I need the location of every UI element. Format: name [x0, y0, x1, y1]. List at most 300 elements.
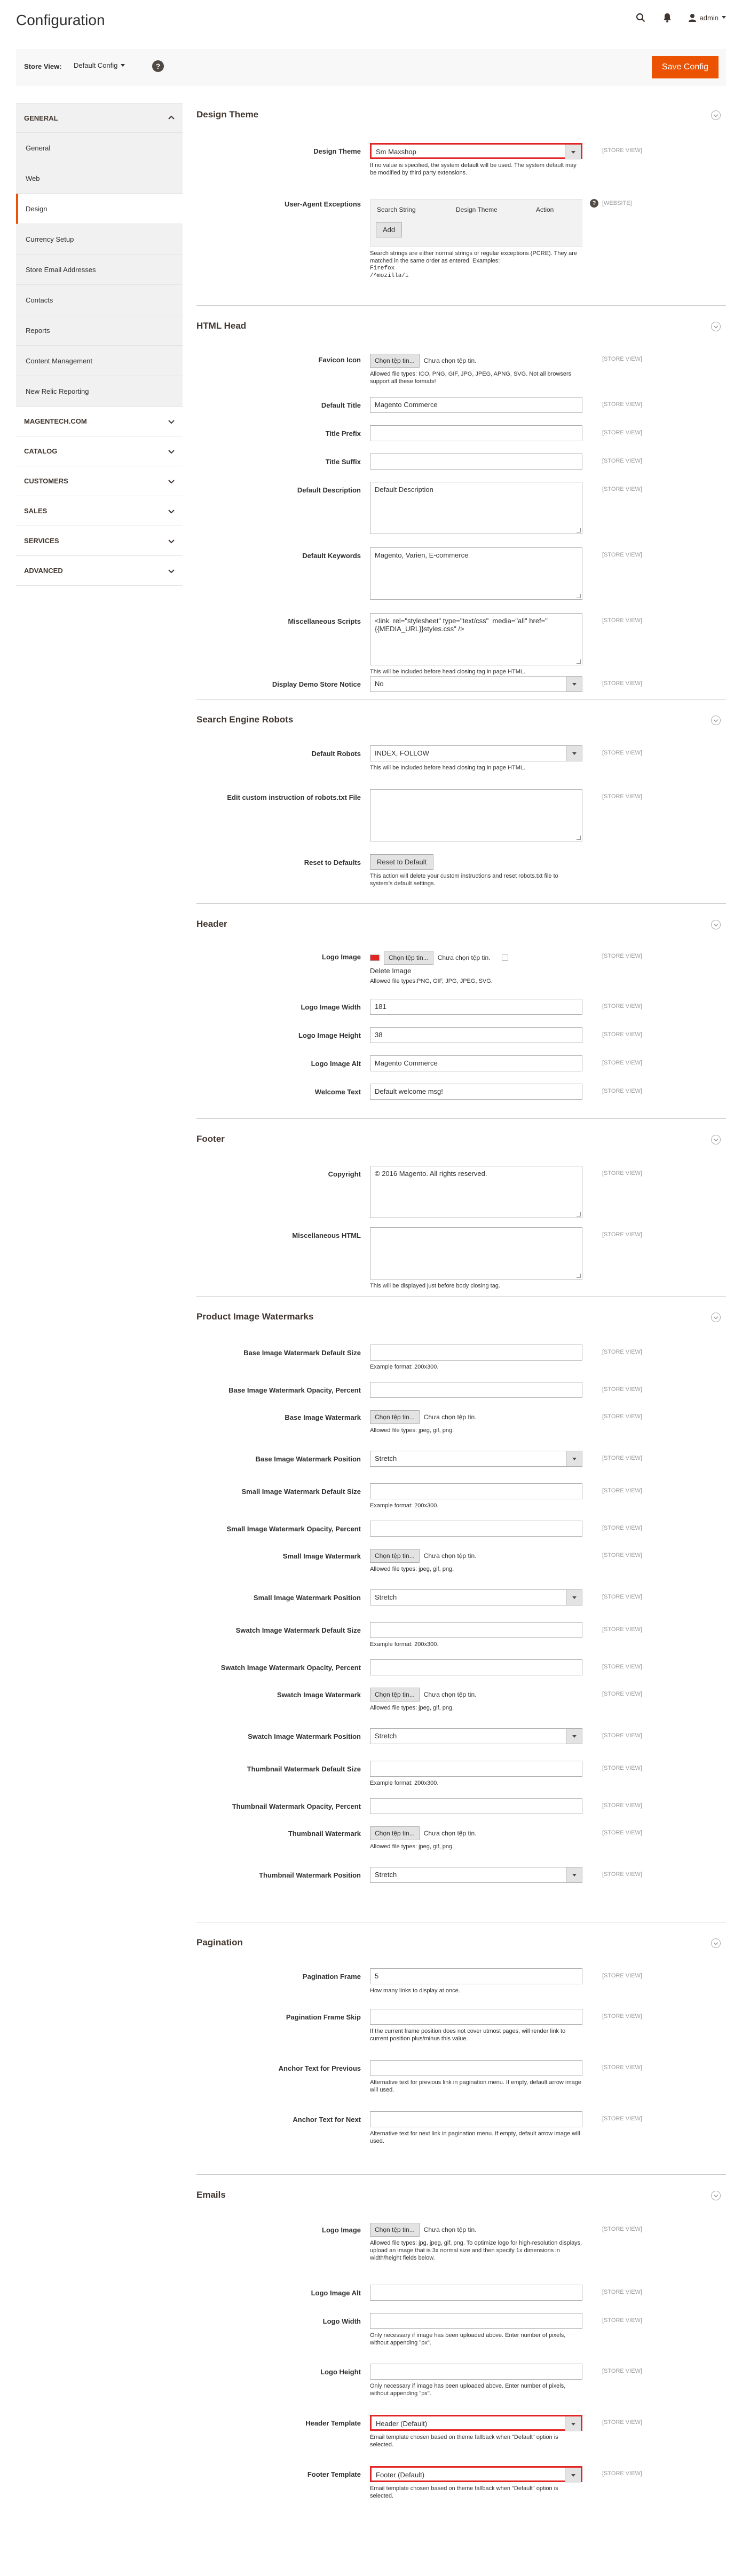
- swatch-wm-size-input[interactable]: [370, 1622, 582, 1638]
- chevron-down-icon: [168, 478, 175, 484]
- header-template-select[interactable]: [370, 2415, 582, 2431]
- field-label: Thumbnail Watermark: [288, 1830, 361, 1838]
- field-label: Favicon Icon: [318, 356, 361, 364]
- field-control: [370, 2223, 582, 2262]
- chevron-down-icon: [168, 508, 175, 514]
- field-note: Example format: 200x300.: [370, 1780, 439, 1786]
- field-note: Allowed file types: ICO, PNG, GIF, JPG, JPEG, APNG, SVG. Not all browsers support all these formats!: [370, 371, 572, 385]
- field-control: [370, 1084, 582, 1100]
- file-status: Chưa chọn tệp tin.: [423, 357, 477, 364]
- scope-label: [STORE VIEW]: [602, 1626, 642, 1633]
- page-title: Configuration: [16, 12, 105, 28]
- field-note: Alternative text for previous link in pagination menu. If empty, default arrow image will used.: [370, 2079, 581, 2093]
- select-value: Sm Maxshop: [376, 148, 416, 156]
- field-note: Example format: 200x300.: [370, 1502, 439, 1509]
- field-control: [370, 999, 582, 1015]
- swatch-wm-opacity-input[interactable]: [370, 1659, 582, 1675]
- field-note: If the current frame position does not cover utmost pages, will render link to current position plus/minus this value.: [370, 2028, 566, 2042]
- select-value: Stretch: [375, 1593, 397, 1601]
- field-note: Allowed file types:PNG, GIF, JPG, JPEG, SVG.: [370, 978, 493, 984]
- field-control: [370, 1055, 582, 1071]
- scope-label: [STORE VIEW]: [602, 1455, 642, 1461]
- field-note: Email template chosen based on theme fallback when "Default" option is selected.: [370, 2485, 558, 2499]
- thumb-wm-opacity-input[interactable]: [370, 1798, 582, 1814]
- scope-label: [STORE VIEW]: [602, 2470, 642, 2477]
- scope-label: [STORE VIEW]: [602, 2368, 642, 2374]
- field-control: [370, 2009, 582, 2042]
- table-header: Action: [536, 206, 554, 213]
- sidebar-group-label: ADVANCED: [24, 567, 63, 575]
- anchor-previous-input[interactable]: [370, 2060, 582, 2076]
- section-toggle-icon[interactable]: [711, 1938, 721, 1948]
- field-control: [370, 2285, 582, 2301]
- title-suffix-input[interactable]: [370, 454, 582, 470]
- section-toggle-icon[interactable]: [711, 110, 721, 120]
- scope-label: [STORE VIEW]: [602, 1973, 642, 1979]
- sidebar-item-store-email-addresses[interactable]: Store Email Addresses: [16, 255, 183, 285]
- misc-html-textarea[interactable]: [370, 1227, 582, 1279]
- scope-label: [STORE VIEW]: [602, 1231, 642, 1238]
- file-status: Chưa chọn tệp tin.: [423, 2226, 477, 2233]
- section-pagination: [196, 1937, 726, 2175]
- scope-label: [STORE VIEW]: [602, 1349, 642, 1355]
- scope-label: [STORE VIEW]: [602, 486, 642, 492]
- choose-file-button[interactable]: Chọn tệp tin...: [370, 1688, 420, 1702]
- chevron-down-icon: [168, 568, 175, 574]
- field-label: Miscellaneous Scripts: [288, 617, 361, 625]
- field-note: How many links to display at once.: [370, 1987, 460, 1994]
- email-logo-height-input[interactable]: [370, 2364, 582, 2380]
- field-control: [370, 199, 596, 280]
- scope-label: [STORE VIEW]: [602, 1871, 642, 1878]
- field-control: [370, 1410, 582, 1434]
- field-control: [370, 2111, 582, 2145]
- section-toggle-icon[interactable]: [711, 322, 721, 331]
- scope-label: [STORE VIEW]: [602, 1031, 642, 1038]
- field-label: Title Prefix: [325, 430, 361, 438]
- logo-height-input[interactable]: 38: [370, 1027, 582, 1043]
- section-html-head: [196, 321, 726, 699]
- sidebar-group-customers[interactable]: [16, 466, 183, 496]
- dropdown-arrow-icon: [566, 1729, 582, 1744]
- section-toggle-icon[interactable]: [711, 1313, 721, 1322]
- sidebar-item-general[interactable]: General: [16, 133, 183, 163]
- help-icon[interactable]: ?: [590, 199, 598, 208]
- field-label: Thumbnail Watermark Default Size: [247, 1765, 361, 1773]
- welcome-text-input[interactable]: Default welcome msg!: [370, 1084, 582, 1100]
- design-theme-select[interactable]: [370, 143, 582, 159]
- field-label: Welcome Text: [314, 1088, 361, 1096]
- field-control: [370, 789, 582, 841]
- field-control: [370, 951, 582, 985]
- sidebar-item-contacts[interactable]: Contacts: [16, 285, 183, 315]
- small-wm-opacity-input[interactable]: [370, 1521, 582, 1537]
- scope-label: [STORE VIEW]: [602, 356, 642, 362]
- select-value: INDEX, FOLLOW: [375, 749, 429, 757]
- title-prefix-input[interactable]: [370, 425, 582, 441]
- add-exception-button[interactable]: Add: [376, 222, 402, 237]
- field-label: Logo Height: [320, 2368, 361, 2376]
- field-label: Design Theme: [313, 147, 361, 155]
- field-control: [370, 745, 582, 772]
- field-label: Thumbnail Watermark Opacity, Percent: [232, 1802, 361, 1810]
- dropdown-arrow-icon: [565, 145, 581, 160]
- field-note: Only necessary if image has been uploaded above. Enter number of pixels, without appending "px".: [370, 2332, 566, 2346]
- field-control: [370, 1549, 582, 1573]
- store-view-label: Store View:: [24, 62, 62, 70]
- file-status: Chưa chọn tệp tin.: [423, 1413, 477, 1421]
- dropdown-arrow-icon: [566, 677, 582, 691]
- scope-label: [STORE VIEW]: [602, 1691, 642, 1697]
- section-emails: [196, 2190, 726, 2510]
- config-main: [196, 103, 726, 2510]
- scope-label: [STORE VIEW]: [602, 2419, 642, 2426]
- scope-label: [STORE VIEW]: [602, 2064, 642, 2071]
- field-label: Logo Image Alt: [311, 2289, 361, 2297]
- page-actions: [16, 49, 726, 85]
- field-label: Logo Image: [322, 953, 361, 961]
- field-label: Footer Template: [307, 2470, 361, 2478]
- misc-scripts-textarea[interactable]: <link rel="stylesheet" type="text/css" media="all" href="{{MEDIA_URL}}styles.css" />: [370, 613, 582, 665]
- scope-label: [STORE VIEW]: [602, 680, 642, 687]
- user-name: admin: [699, 13, 719, 22]
- field-label: Pagination Frame: [302, 1973, 361, 1981]
- help-icon[interactable]: ?: [152, 60, 164, 72]
- file-input[interactable]: [370, 1410, 582, 1424]
- scope-label: [STORE VIEW]: [602, 2013, 642, 2020]
- field-control: [370, 1622, 582, 1648]
- field-note: Allowed file types: jpeg, gif, png.: [370, 1705, 454, 1711]
- section-footer: [196, 1134, 726, 1297]
- field-label: Base Image Watermark: [285, 1413, 361, 1421]
- chevron-down-icon: [168, 538, 175, 544]
- field-label: Thumbnail Watermark Position: [259, 1871, 361, 1879]
- field-control: [370, 454, 582, 470]
- field-control: [370, 1451, 582, 1467]
- field-control: [370, 2415, 582, 2448]
- field-control: [370, 1659, 582, 1675]
- table-header: Design Theme: [456, 206, 498, 213]
- scope-label: [STORE VIEW]: [602, 1386, 642, 1393]
- user-menu[interactable]: [688, 13, 726, 22]
- section-title[interactable]: HTML Head: [196, 321, 247, 331]
- save-config-button[interactable]: Save Config: [652, 56, 719, 78]
- sidebar-item-content-management[interactable]: Content Management: [16, 346, 183, 376]
- scope-label: [STORE VIEW]: [602, 430, 642, 436]
- choose-file-button[interactable]: Chọn tệp tin...: [370, 354, 420, 368]
- field-label: Reset to Defaults: [304, 858, 361, 866]
- section-design-theme: [196, 103, 726, 306]
- example-string: /^mozilla/i: [370, 273, 409, 279]
- field-label: Edit custom instruction of robots.txt File: [227, 793, 361, 801]
- default-description-textarea[interactable]: Default Description: [370, 482, 582, 534]
- file-input[interactable]: [370, 354, 582, 368]
- field-control: [370, 1761, 582, 1787]
- config-sidebar: [16, 103, 183, 586]
- scope-label: [STORE VIEW]: [602, 458, 642, 464]
- sidebar-item-design[interactable]: Design: [16, 194, 183, 224]
- example-string: Firefox: [370, 265, 395, 272]
- field-label: User-Agent Exceptions: [284, 200, 361, 208]
- field-label: Anchor Text for Next: [293, 2116, 361, 2124]
- section-watermarks: [196, 1311, 726, 1922]
- field-label: Default Robots: [311, 750, 361, 758]
- select-value: Header (Default): [376, 2420, 428, 2428]
- scope-label: [WEBSITE]: [602, 200, 632, 206]
- reset-to-default-button[interactable]: Reset to Default: [370, 854, 433, 870]
- scope-label: [STORE VIEW]: [602, 1488, 642, 1494]
- delete-image-label: Delete Image: [370, 967, 412, 975]
- field-note: If no value is specified, the system default will be used. The system default may be modified by third party extensions.: [370, 162, 577, 176]
- scope-label: [STORE VIEW]: [602, 1732, 642, 1739]
- select-value: Stretch: [375, 1871, 397, 1879]
- field-label: Logo Image Alt: [311, 1060, 361, 1068]
- choose-file-button[interactable]: Chọn tệp tin...: [370, 1826, 420, 1840]
- field-control: [370, 547, 582, 600]
- field-control: [370, 397, 582, 413]
- scope-label: [STORE VIEW]: [602, 1664, 642, 1670]
- thumb-wm-position-select[interactable]: [370, 1867, 582, 1883]
- field-label: Small Image Watermark Default Size: [241, 1488, 361, 1496]
- scope-label: [STORE VIEW]: [602, 401, 642, 408]
- default-keywords-textarea[interactable]: Magento, Varien, E-commerce: [370, 547, 582, 600]
- field-control: [370, 354, 582, 385]
- section-title[interactable]: Header: [196, 919, 227, 929]
- dropdown-arrow-icon: [566, 1451, 582, 1466]
- store-view-switcher[interactable]: [74, 61, 125, 69]
- field-control: [370, 1027, 582, 1043]
- pagination-skip-input[interactable]: [370, 2009, 582, 2025]
- scope-label: [STORE VIEW]: [602, 2226, 642, 2232]
- sidebar-group-general[interactable]: [16, 103, 183, 133]
- field-label: Base Image Watermark Opacity, Percent: [228, 1386, 361, 1394]
- section-search-engine-robots: [196, 714, 726, 904]
- dropdown-arrow-icon: [565, 2468, 581, 2483]
- field-label: Default Description: [297, 486, 361, 494]
- field-label: Swatch Image Watermark Position: [248, 1732, 361, 1740]
- field-note: Only necessary if image has been uploaded above. Enter number of pixels, without appending "px".: [370, 2383, 566, 2397]
- choose-file-button[interactable]: Chọn tệp tin...: [384, 951, 433, 965]
- field-label: Small Image Watermark Opacity, Percent: [226, 1525, 361, 1533]
- field-note: Example format: 200x300.: [370, 1641, 439, 1648]
- scope-label: [STORE VIEW]: [602, 2289, 642, 2295]
- section-title[interactable]: Design Theme: [196, 109, 259, 120]
- scope-label: [STORE VIEW]: [602, 1594, 642, 1600]
- notifications-bell-icon[interactable]: [661, 12, 673, 23]
- thumb-wm-size-input[interactable]: [370, 1761, 582, 1777]
- select-value: Stretch: [375, 1732, 397, 1740]
- sidebar-item-web[interactable]: Web: [16, 163, 183, 194]
- section-title[interactable]: Footer: [196, 1134, 225, 1144]
- section-header: [196, 919, 726, 1119]
- sidebar-item-new-relic-reporting[interactable]: New Relic Reporting: [16, 376, 183, 407]
- sidebar-group-label: MAGENTECH.COM: [24, 417, 87, 425]
- scope-label: [STORE VIEW]: [602, 1525, 642, 1531]
- sidebar-group-label: GENERAL: [24, 114, 58, 122]
- file-status: Chưa chọn tệp tin.: [423, 1552, 477, 1560]
- swatch-wm-position-select[interactable]: [370, 1728, 582, 1744]
- field-label: Display Demo Store Notice: [272, 680, 361, 688]
- file-status: Chưa chọn tệp tin.: [423, 1830, 477, 1837]
- sidebar-group-sales[interactable]: [16, 496, 183, 526]
- field-control: [370, 1826, 582, 1850]
- choose-file-button[interactable]: Chọn tệp tin...: [370, 1549, 420, 1563]
- scope-label: [STORE VIEW]: [602, 617, 642, 624]
- sidebar-group-services[interactable]: [16, 526, 183, 556]
- field-note: This will be displayed just before body closing tag.: [370, 1283, 500, 1289]
- small-wm-size-input[interactable]: [370, 1483, 582, 1499]
- scope-label: [STORE VIEW]: [602, 1413, 642, 1420]
- email-logo-alt-input[interactable]: [370, 2285, 582, 2301]
- field-label: Logo Image: [322, 2226, 361, 2234]
- default-robots-select[interactable]: [370, 745, 582, 761]
- field-label: Swatch Image Watermark Default Size: [235, 1626, 361, 1634]
- field-control: [370, 1483, 582, 1509]
- field-note: Allowed file types: jpeg, gif, png.: [370, 1566, 454, 1572]
- scope-label: [STORE VIEW]: [602, 953, 642, 959]
- section-toggle-icon[interactable]: [711, 2191, 721, 2200]
- section-toggle-icon[interactable]: [711, 1135, 721, 1144]
- sidebar-item-reports[interactable]: Reports: [16, 315, 183, 346]
- field-note: This will be included before head closing tag in page HTML.: [370, 669, 526, 675]
- choose-file-button[interactable]: Chọn tệp tin...: [370, 2223, 420, 2237]
- delete-image-checkbox[interactable]: [502, 955, 508, 961]
- file-status: Chưa chọn tệp tin.: [423, 1691, 477, 1698]
- field-control: [370, 1968, 582, 1994]
- field-control: [370, 2364, 582, 2397]
- top-icons: [635, 12, 726, 23]
- scope-label: [STORE VIEW]: [602, 793, 642, 800]
- field-note: Example format: 200x300.: [370, 1364, 439, 1370]
- field-control: [370, 854, 582, 887]
- scope-label: [STORE VIEW]: [602, 1088, 642, 1094]
- field-note: Allowed file types: jpg, jpeg, gif, png. To optimize logo for high-resolution displays, upload an image that is 3x normal size and then specify 1x dimensions in width/height fields below.: [370, 2240, 582, 2261]
- scope-label: [STORE VIEW]: [602, 147, 642, 154]
- field-control: [370, 1867, 582, 1883]
- base-wm-opacity-input[interactable]: [370, 1382, 582, 1398]
- field-label: Anchor Text for Previous: [278, 2064, 361, 2072]
- sidebar-group-catalog[interactable]: [16, 436, 183, 466]
- scope-label: [STORE VIEW]: [602, 2317, 642, 2324]
- scope-label: [STORE VIEW]: [602, 1830, 642, 1836]
- robots-custom-textarea[interactable]: [370, 789, 582, 841]
- field-control: [370, 1728, 582, 1744]
- field-note: This action will delete your custom instructions and reset robots.txt file to system's default settings.: [370, 873, 558, 887]
- field-note: Allowed file types: jpeg, gif, png.: [370, 1843, 454, 1850]
- field-control: [370, 613, 582, 675]
- search-icon[interactable]: [635, 12, 646, 23]
- scope-label: [STORE VIEW]: [602, 1765, 642, 1771]
- section-title[interactable]: Search Engine Robots: [196, 714, 294, 725]
- field-control: [370, 1688, 582, 1712]
- file-input[interactable]: [370, 1549, 582, 1563]
- select-value: Stretch: [375, 1454, 397, 1462]
- field-control: [370, 1345, 582, 1371]
- scope-label: [STORE VIEW]: [602, 1170, 642, 1176]
- field-note: Alternative text for next link in pagination menu. If empty, default arrow image will used.: [370, 2130, 580, 2144]
- field-control: [370, 1798, 582, 1814]
- section-title[interactable]: Product Image Watermarks: [196, 1311, 314, 1322]
- chevron-down-icon: [168, 418, 175, 425]
- field-label: Swatch Image Watermark: [277, 1691, 361, 1699]
- table-header: Search String: [377, 206, 416, 213]
- footer-template-select[interactable]: [370, 2466, 582, 2482]
- field-control: [370, 2466, 582, 2500]
- file-input[interactable]: [370, 1688, 582, 1702]
- sidebar-group-advanced[interactable]: [16, 556, 183, 586]
- field-note: Search strings are either normal strings or regular exceptions (PCRE). They are matched in the same order as entered. Examples:: [370, 250, 578, 264]
- chevron-up-icon: [168, 115, 175, 121]
- base-wm-size-input[interactable]: [370, 1345, 582, 1361]
- field-label: Header Template: [305, 2419, 361, 2427]
- section-title[interactable]: Emails: [196, 2190, 226, 2200]
- field-control: [370, 425, 582, 441]
- small-wm-position-select[interactable]: [370, 1589, 582, 1605]
- field-note: Allowed file types: jpeg, gif, png.: [370, 1427, 454, 1434]
- field-label: Small Image Watermark Position: [253, 1594, 361, 1602]
- base-wm-position-select[interactable]: [370, 1451, 582, 1467]
- copyright-textarea[interactable]: © 2016 Magento. All rights reserved.: [370, 1166, 582, 1218]
- file-input[interactable]: [370, 1826, 582, 1840]
- default-title-input[interactable]: Magento Commerce: [370, 397, 582, 413]
- sidebar-group-label: SERVICES: [24, 537, 59, 545]
- email-logo-width-input[interactable]: [370, 2313, 582, 2329]
- logo-width-input[interactable]: 181: [370, 999, 582, 1015]
- field-label: Copyright: [328, 1170, 361, 1178]
- scope-label: [STORE VIEW]: [602, 1060, 642, 1066]
- caret-down-icon: [121, 64, 125, 67]
- field-control: [370, 1166, 582, 1218]
- field-label: Pagination Frame Skip: [286, 2013, 361, 2021]
- section-toggle-icon[interactable]: [711, 920, 721, 929]
- sidebar-group-magentech[interactable]: [16, 407, 183, 436]
- field-note: This will be included before head closing tag in page HTML.: [370, 765, 526, 771]
- scope-label: [STORE VIEW]: [602, 1003, 642, 1009]
- field-label: Default Title: [321, 401, 361, 409]
- sidebar-group-label: CATALOG: [24, 447, 58, 455]
- scope-label: [STORE VIEW]: [602, 552, 642, 558]
- ua-exceptions-table: [370, 199, 582, 247]
- field-label: Title Suffix: [325, 458, 361, 466]
- select-value: No: [375, 680, 384, 688]
- scope-label: [STORE VIEW]: [602, 1552, 642, 1559]
- field-label: Default Keywords: [302, 552, 361, 560]
- logo-alt-input[interactable]: Magento Commerce: [370, 1055, 582, 1071]
- sidebar-item-currency-setup[interactable]: Currency Setup: [16, 224, 183, 255]
- field-label: Base Image Watermark Position: [255, 1455, 361, 1463]
- anchor-next-input[interactable]: [370, 2111, 582, 2127]
- choose-file-button[interactable]: Chọn tệp tin...: [370, 1410, 420, 1424]
- file-input[interactable]: [370, 2223, 582, 2237]
- field-control: [370, 482, 582, 534]
- field-control: [370, 2313, 582, 2347]
- field-control: [370, 1227, 582, 1290]
- sidebar-group-label: CUSTOMERS: [24, 477, 68, 485]
- demo-notice-select[interactable]: [370, 676, 582, 692]
- section-title[interactable]: Pagination: [196, 1937, 243, 1947]
- caret-down-icon: [722, 16, 726, 19]
- file-input[interactable]: [370, 951, 582, 965]
- section-toggle-icon[interactable]: [711, 715, 721, 725]
- field-control: [370, 1521, 582, 1537]
- dropdown-arrow-icon: [565, 2416, 581, 2431]
- field-label: Swatch Image Watermark Opacity, Percent: [220, 1664, 361, 1672]
- field-control: [370, 143, 582, 177]
- user-icon: [688, 13, 697, 22]
- field-label: Base Image Watermark Default Size: [243, 1349, 361, 1357]
- pagination-frame-input[interactable]: 5: [370, 1968, 582, 1984]
- logo-thumbnail[interactable]: [370, 955, 380, 961]
